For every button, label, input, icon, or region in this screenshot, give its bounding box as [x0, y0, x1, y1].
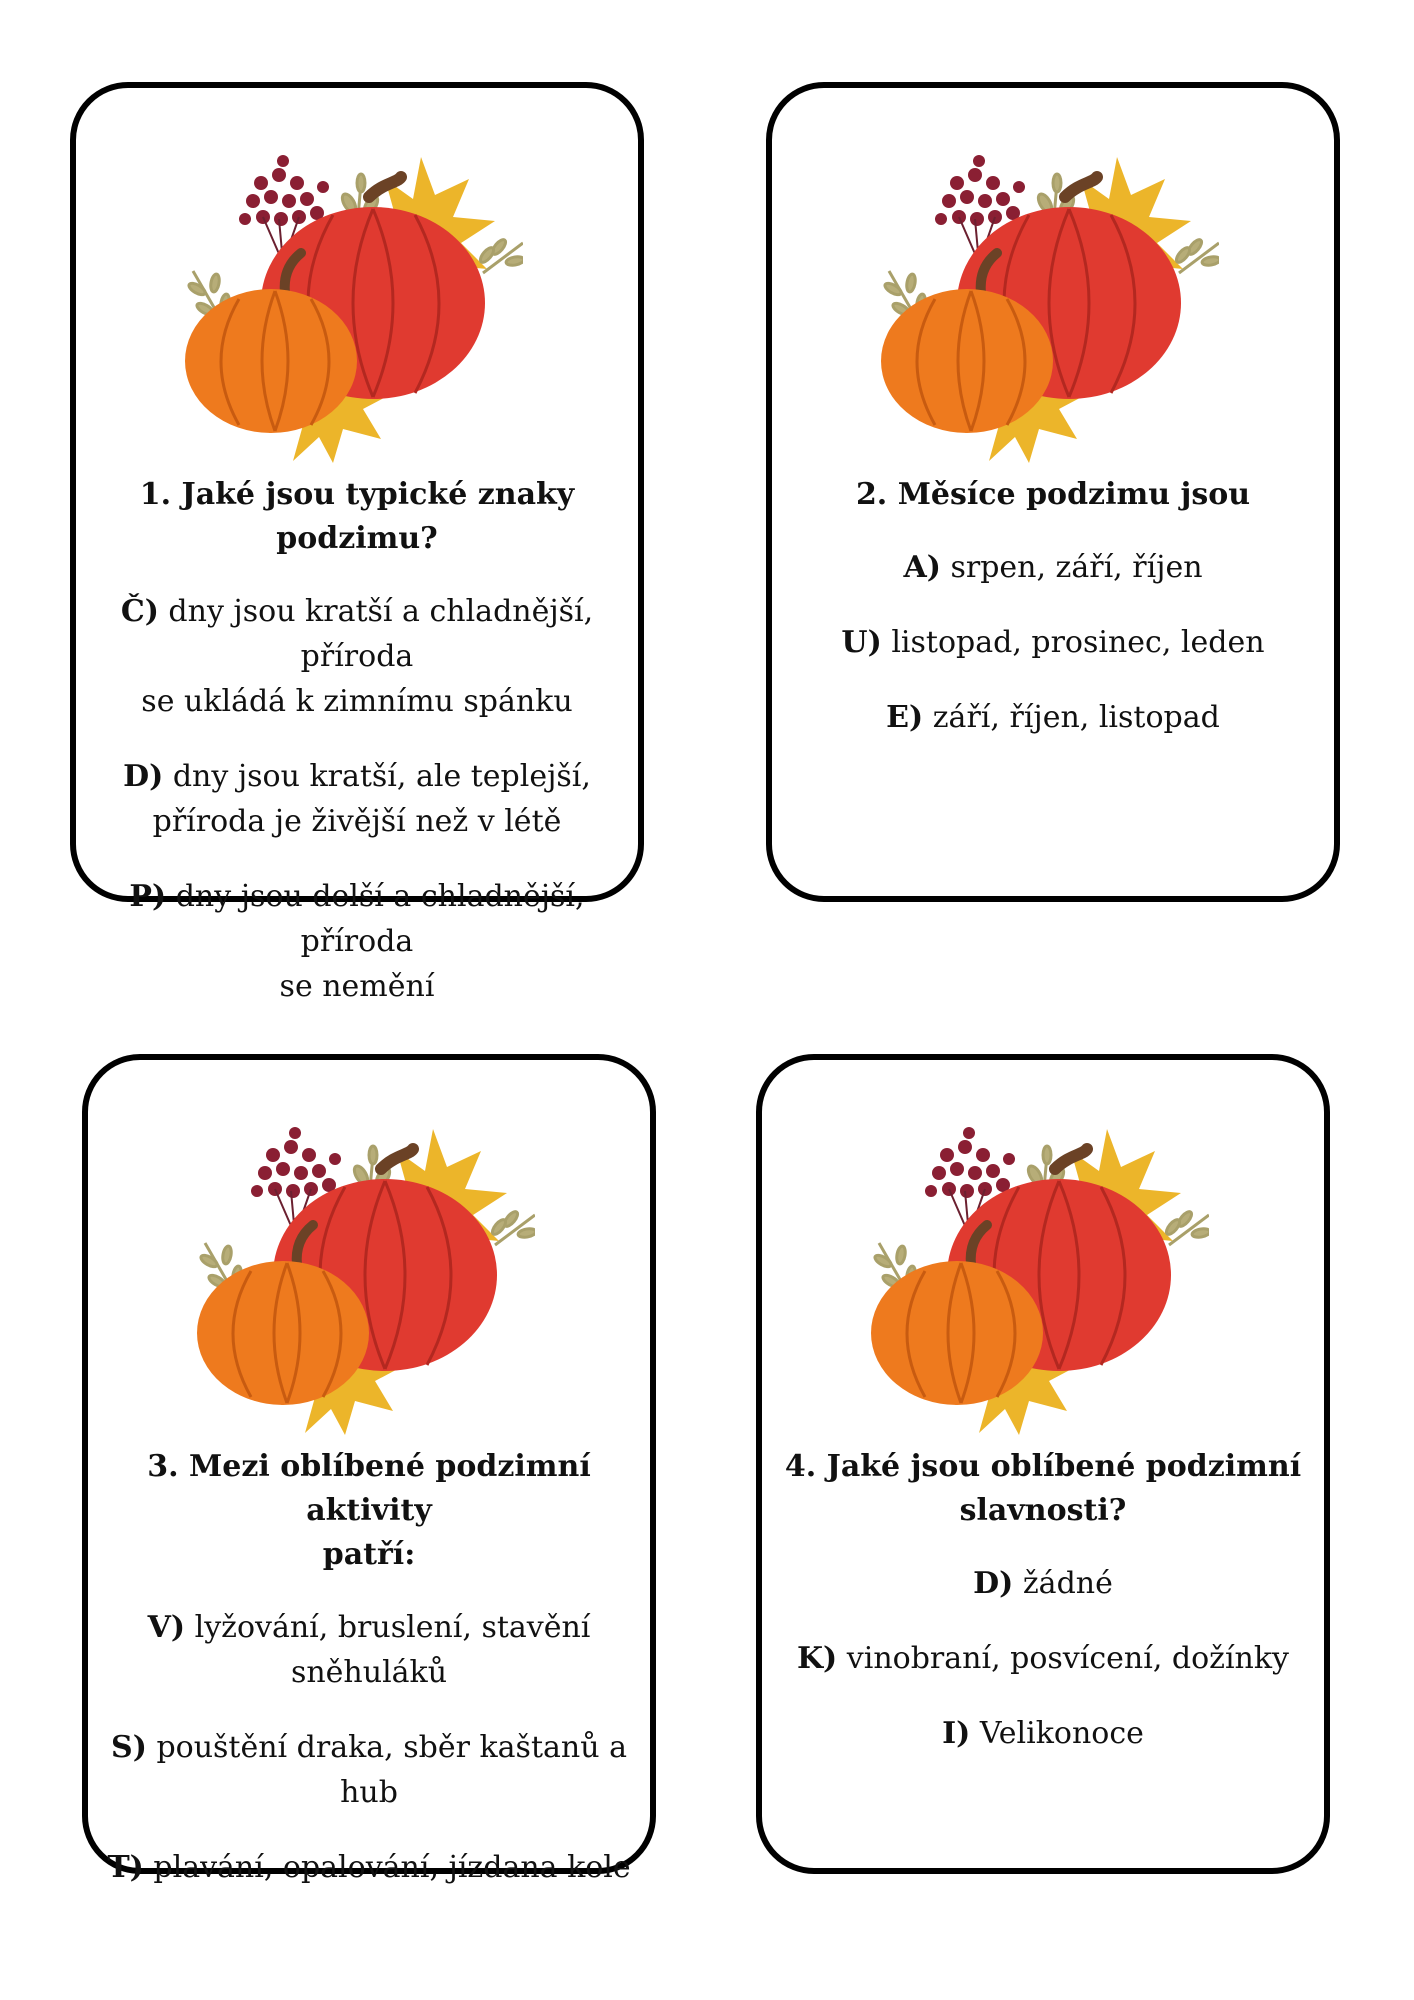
- autumn-pumpkins-icon: [183, 143, 523, 463]
- autumn-pumpkins-icon: [879, 143, 1219, 463]
- answer-4d: D) žádné: [973, 1566, 1113, 1601]
- answer-3t: T) plavání, opalování, jízdana kole: [107, 1850, 631, 1885]
- answer-2a: A) srpen, září, říjen: [903, 550, 1203, 585]
- answer-3v: V) lyžování, bruslení, stavění sněhuláků: [147, 1610, 591, 1690]
- answer-1p: P) dny jsou delší a chladnější, příroda se nemění: [129, 879, 585, 1004]
- answer-2u: U) listopad, prosinec, leden: [841, 625, 1265, 660]
- quiz-card-2: [766, 82, 1340, 902]
- question-4: 4. Jaké jsou oblíbené podzimní slavnosti?: [784, 1449, 1302, 1528]
- answer-1d: D) dny jsou kratší, ale teplejší, příroda je živější než v létě: [123, 759, 591, 839]
- quiz-card-3: [82, 1054, 656, 1885]
- answer-3s: S) pouštění draka, sběr kaštanů a hub: [111, 1730, 627, 1810]
- quiz-card-1: [70, 82, 644, 1004]
- autumn-pumpkins-icon: [195, 1115, 535, 1435]
- answer-1c: Č) dny jsou kratší a chladnější, příroda se ukládá k zimnímu spánku: [120, 594, 594, 719]
- question-1: 1. Jaké jsou typické znaky podzimu?: [139, 477, 575, 556]
- answer-4i: I) Velikonoce: [942, 1716, 1144, 1751]
- answer-2e: E) září, říjen, listopad: [886, 700, 1220, 735]
- autumn-pumpkins-icon: [869, 1115, 1209, 1435]
- answer-4k: K) vinobraní, posvícení, dožínky: [796, 1641, 1290, 1676]
- question-2: 2. Měsíce podzimu jsou: [855, 477, 1251, 512]
- quiz-card-4: [756, 1054, 1330, 1874]
- question-3: 3. Mezi oblíbené podzimní aktivity patří:: [147, 1449, 591, 1572]
